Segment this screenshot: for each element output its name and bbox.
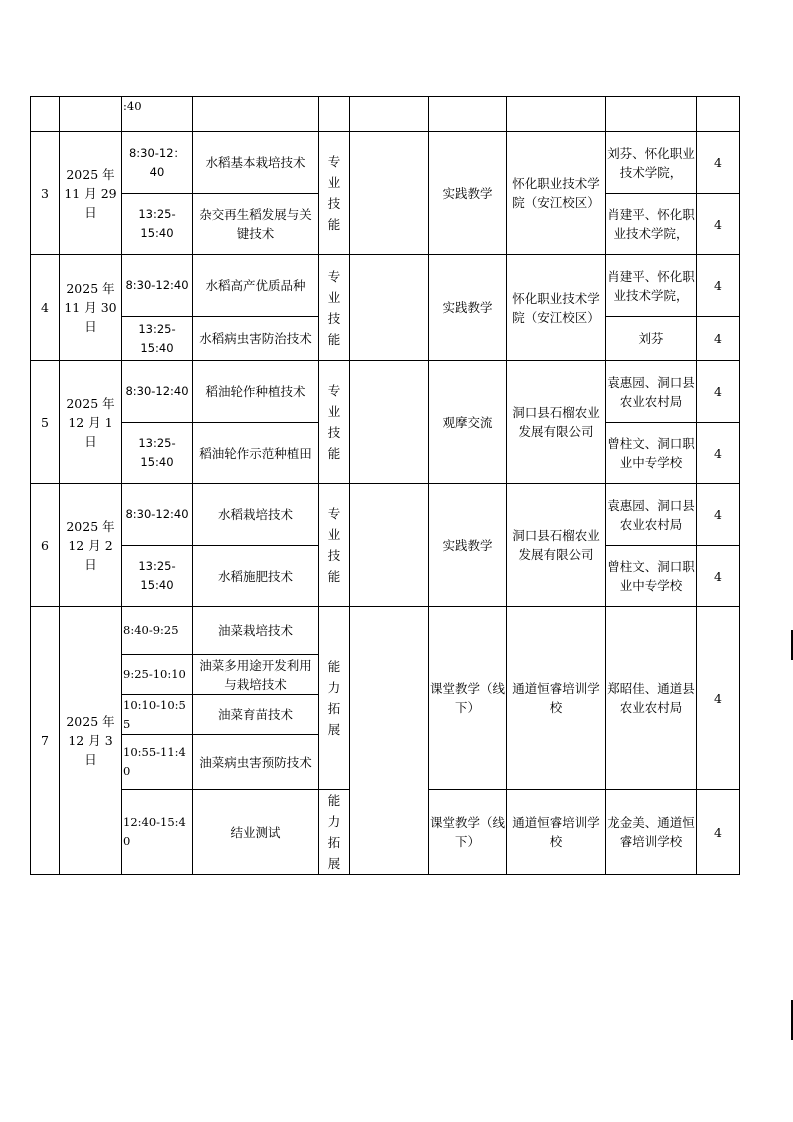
time-cell: :40 xyxy=(122,97,193,132)
hours-cell: 4 xyxy=(697,607,740,790)
location-cell: 通道恒睿培训学校 xyxy=(507,607,606,790)
category-cell-text: 专业技能 xyxy=(327,383,341,461)
course-cell: 油菜育苗技术 xyxy=(193,695,319,735)
blank-cell xyxy=(350,607,429,875)
blank-cell xyxy=(350,484,429,607)
course-cell xyxy=(193,97,319,132)
hours-cell: 4 xyxy=(697,546,740,607)
table-row xyxy=(31,132,740,194)
category-cell-text: 专业技能 xyxy=(327,268,341,347)
method-cell: 课堂教学（线下） xyxy=(429,607,507,790)
seq-cell: 6 xyxy=(31,484,60,607)
time-cell: 8:30-12:40 xyxy=(122,361,193,423)
time-cell: 10:10-10:55 xyxy=(122,695,193,735)
blank-cell xyxy=(350,361,429,484)
date-cell xyxy=(60,97,122,132)
hours-cell: 4 xyxy=(697,484,740,546)
teacher-cell: 肖建平、怀化职业技术学院， xyxy=(606,194,697,255)
method-cell: 课堂教学（线下） xyxy=(429,790,507,875)
seq-cell: 5 xyxy=(31,361,60,484)
course-cell: 水稻基本栽培技术 xyxy=(193,132,319,194)
hours-cell: 4 xyxy=(697,361,740,423)
category-cell-text: 能力拓展 xyxy=(327,793,341,871)
table-row xyxy=(31,607,740,655)
time-cell: 8:40-9:25 xyxy=(122,607,193,655)
category-cell xyxy=(319,97,350,132)
time-cell: 8:30-12:40 xyxy=(122,484,193,546)
teacher-cell: 袁惠园、洞口县农业农村局 xyxy=(606,484,697,546)
blank-cell xyxy=(350,97,429,132)
location-cell: 通道恒睿培训学校 xyxy=(507,790,606,875)
category-cell xyxy=(319,361,350,484)
teacher-cell: 刘芬、怀化职业技术学院， xyxy=(606,132,697,194)
location-cell: 怀化职业技术学院（安江校区） xyxy=(507,132,606,255)
teacher-cell: 袁惠园、洞口县农业农村局 xyxy=(606,361,697,423)
teacher-cell: 刘芬 xyxy=(606,317,697,361)
time-cell: 8:30-12:40 xyxy=(122,255,193,317)
teacher-cell: 曾柱文、洞口职业中专学校 xyxy=(606,423,697,484)
category-cell xyxy=(319,484,350,607)
seq-cell xyxy=(31,97,60,132)
location-cell: 怀化职业技术学院（安江校区） xyxy=(507,255,606,361)
method-cell xyxy=(429,97,507,132)
course-cell: 稻油轮作示范种植田 xyxy=(193,423,319,484)
hours-cell: 4 xyxy=(697,423,740,484)
hours-cell: 4 xyxy=(697,132,740,194)
blank-cell xyxy=(350,255,429,361)
table-row xyxy=(31,255,740,317)
course-cell: 水稻施肥技术 xyxy=(193,546,319,607)
seq-cell: 7 xyxy=(31,607,60,875)
teacher-cell: 龙金美、通道恒睿培训学校 xyxy=(606,790,697,875)
time-cell: 8:30-12：40 xyxy=(122,132,193,194)
seq-cell: 3 xyxy=(31,132,60,255)
category-cell xyxy=(319,132,350,255)
course-cell: 稻油轮作种植技术 xyxy=(193,361,319,423)
time-cell: 12:40-15:40 xyxy=(122,790,193,875)
time-cell: 9:25-10:10 xyxy=(122,655,193,695)
course-cell: 油菜病虫害预防技术 xyxy=(193,735,319,790)
time-cell: 13:25-15:40 xyxy=(122,194,193,255)
date-cell: 2025 年 12 月 3 日 xyxy=(60,607,122,875)
hours-cell: 4 xyxy=(697,194,740,255)
date-cell: 2025 年 12 月 2 日 xyxy=(60,484,122,607)
hours-cell: 4 xyxy=(697,255,740,317)
seq-cell: 4 xyxy=(31,255,60,361)
method-cell: 观摩交流 xyxy=(429,361,507,484)
table-row xyxy=(31,484,740,546)
course-cell: 油菜栽培技术 xyxy=(193,607,319,655)
teacher-cell: 郑昭佳、通道县农业农村局 xyxy=(606,607,697,790)
teacher-cell xyxy=(606,97,697,132)
time-cell: 13:25-15:40 xyxy=(122,423,193,484)
category-cell-text: 专业技能 xyxy=(327,154,341,232)
table-row xyxy=(31,97,740,132)
date-cell: 2025 年 12 月 1 日 xyxy=(60,361,122,484)
training-schedule-table xyxy=(30,96,740,875)
hours-cell: 4 xyxy=(697,790,740,875)
time-cell: 13:25-15:40 xyxy=(122,546,193,607)
category-cell xyxy=(319,607,350,790)
teacher-cell: 肖建平、怀化职业技术学院， xyxy=(606,255,697,317)
date-cell: 2025 年 11 月 29 日 xyxy=(60,132,122,255)
location-cell xyxy=(507,97,606,132)
hours-cell: 4 xyxy=(697,317,740,361)
category-cell xyxy=(319,255,350,361)
location-cell: 洞口县石榴农业发展有限公司 xyxy=(507,484,606,607)
time-cell: 10:55-11:40 xyxy=(122,735,193,790)
course-cell: 水稻病虫害防治技术 xyxy=(193,317,319,361)
method-cell: 实践教学 xyxy=(429,132,507,255)
time-cell: 13:25-15:40 xyxy=(122,317,193,361)
method-cell: 实践教学 xyxy=(429,484,507,607)
course-cell: 结业测试 xyxy=(193,790,319,875)
date-cell: 2025 年 11 月 30 日 xyxy=(60,255,122,361)
course-cell: 水稻栽培技术 xyxy=(193,484,319,546)
method-cell: 实践教学 xyxy=(429,255,507,361)
course-cell: 油菜多用途开发利用与栽培技术 xyxy=(193,655,319,695)
category-cell xyxy=(319,790,350,875)
table-row xyxy=(31,361,740,423)
blank-cell xyxy=(350,132,429,255)
hours-cell xyxy=(697,97,740,132)
category-cell-text: 专业技能 xyxy=(327,506,341,584)
location-cell: 洞口县石榴农业发展有限公司 xyxy=(507,361,606,484)
category-cell-text: 能力拓展 xyxy=(327,659,341,737)
course-cell: 水稻高产优质品种 xyxy=(193,255,319,317)
course-cell: 杂交再生稻发展与关键技术 xyxy=(193,194,319,255)
teacher-cell: 曾柱文、洞口职业中专学校 xyxy=(606,546,697,607)
